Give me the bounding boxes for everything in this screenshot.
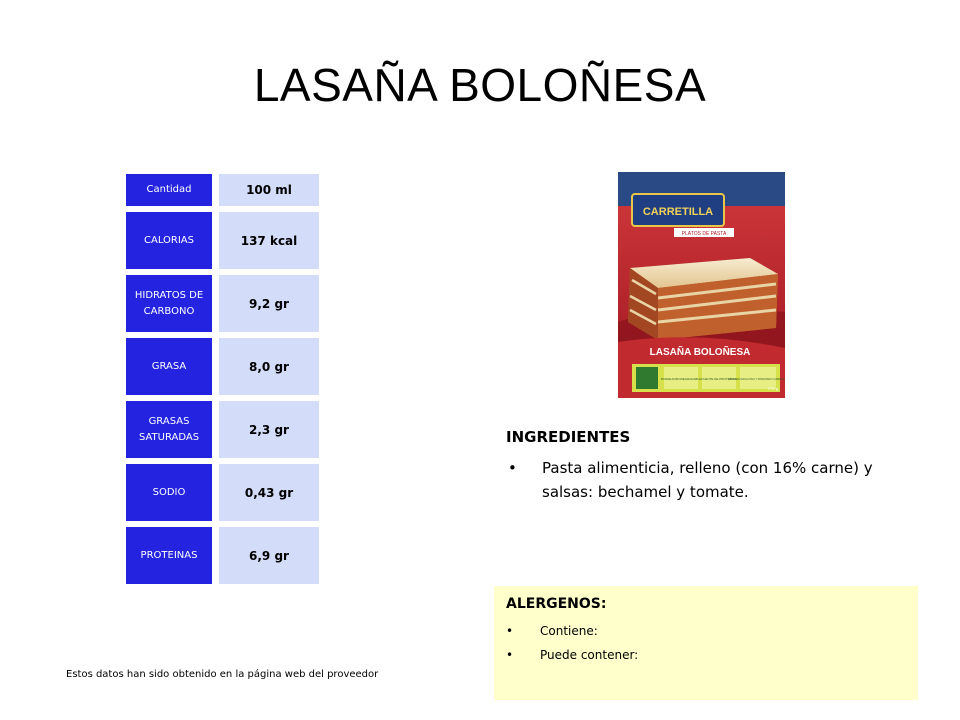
allergens-panel: [494, 586, 918, 700]
nutrition-value: 2,3 gr: [219, 401, 319, 458]
source-footnote: Estos datos han sido obtenido en la página web del proveedor: [66, 669, 379, 680]
bullet-icon: •: [506, 624, 514, 638]
page-title: LASAÑA BOLOÑESA: [253, 59, 707, 111]
nutrition-row-saturated-fat: [126, 401, 319, 458]
ingredients-heading: INGREDIENTES: [506, 428, 631, 446]
product-badge-1: BANDEJA BIODEGRADABLE: [660, 377, 702, 381]
product-badge-3: PROCESO EXCLUSIVO Y PATENTADO CARRETILLA: [728, 378, 785, 381]
nutrition-row-fat: [126, 338, 319, 395]
allergen-contains: Contiene:: [540, 624, 598, 638]
nutrition-value: 9,2 gr: [219, 275, 319, 332]
nutrition-label: GRASA: [126, 338, 212, 395]
nutrition-value: 100 ml: [219, 174, 319, 206]
nutrition-row-proteins: [126, 527, 319, 584]
ingredients-list: [506, 456, 906, 504]
product-name: LASAÑA BOLOÑESA: [649, 347, 751, 358]
nutrition-row-calories: [126, 212, 319, 269]
allergen-may-contain: Puede contener:: [540, 648, 639, 662]
nutrition-value: 0,43 gr: [219, 464, 319, 521]
nutrition-label: Cantidad: [126, 174, 212, 206]
bullet-icon: •: [508, 459, 517, 477]
nutrition-label: PROTEINAS: [126, 527, 212, 584]
list-item: [506, 456, 906, 504]
product-brand: CARRETILLA: [642, 206, 714, 218]
nutrition-label: CALORIAS: [126, 212, 212, 269]
nutrition-value: 8,0 gr: [219, 338, 319, 395]
product-image: [618, 172, 785, 398]
nutrition-value: 6,9 gr: [219, 527, 319, 584]
bullet-icon: •: [506, 648, 514, 662]
nutrition-label: SODIO: [126, 464, 212, 521]
nutrition-label: GRASAS SATURADAS: [126, 401, 212, 458]
ingredient-text: Pasta alimenticia, relleno (con 16% carne) y salsas: bechamel y tomate.: [542, 459, 873, 501]
allergens-heading: ALERGENOS:: [506, 596, 607, 612]
nutrition-row-carbohydrates: [126, 275, 319, 332]
product-subtitle: PLATOS DE PASTA: [681, 231, 727, 237]
nutrition-value: 137 kcal: [219, 212, 319, 269]
product-weight: 375 g: [767, 386, 778, 391]
product-package-graphic: [618, 172, 785, 398]
nutrition-row-sodium: [126, 464, 319, 521]
nutrition-row-quantity: [126, 174, 319, 206]
nutrition-label: HIDRATOS DE CARBONO: [126, 275, 212, 332]
product-badge-2: FUENTE DE PROTEÍNAS: [701, 377, 737, 381]
